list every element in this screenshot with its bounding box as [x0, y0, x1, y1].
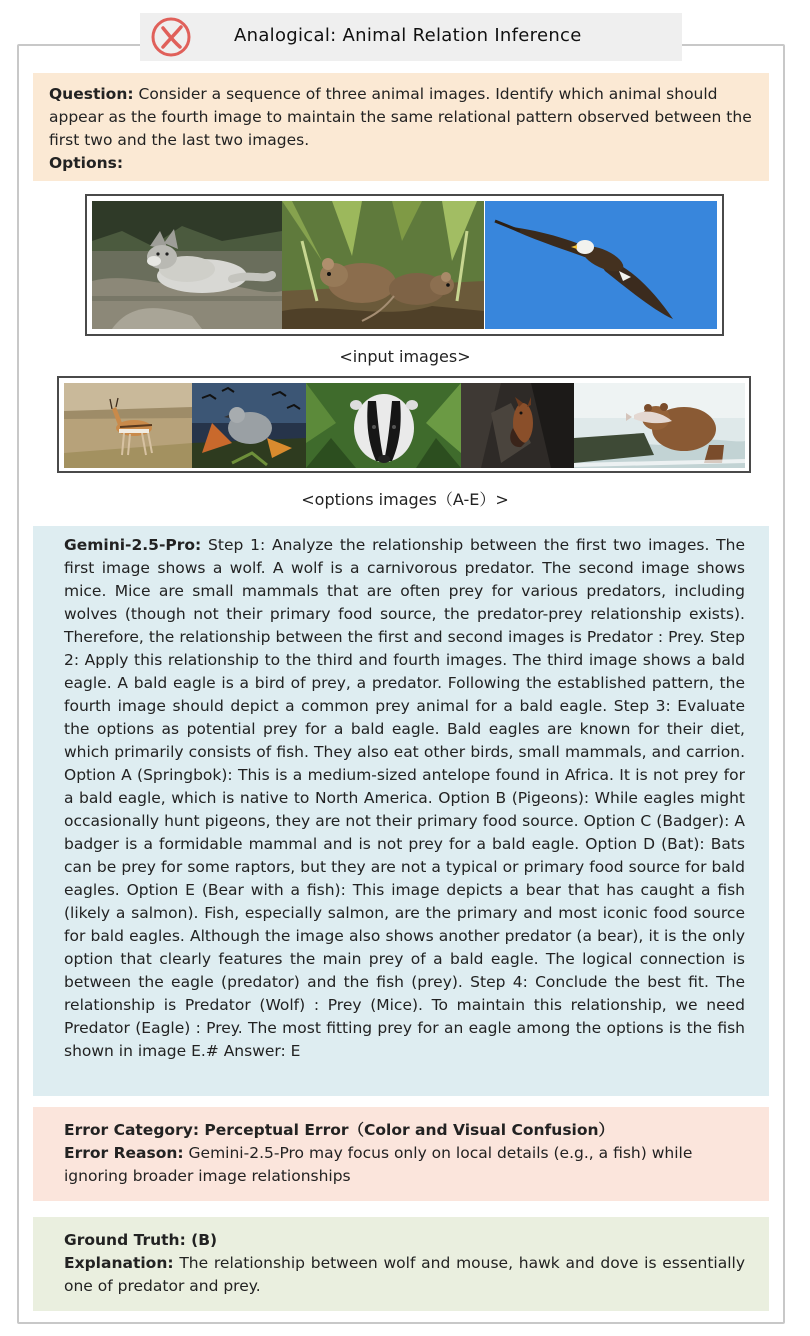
error-reason-text: Gemini-2.5-Pro may focus only on local details (e.g., a fish) while ignoring broader image relationships	[64, 1144, 693, 1185]
input-image-wolf	[92, 201, 282, 329]
ground-truth-box	[33, 1217, 769, 1311]
option-image-c-badger	[306, 383, 461, 468]
error-category: Error Category: Perceptual Error（Color and Visual Confusion）	[64, 1121, 615, 1139]
question-label: Question:	[49, 85, 134, 103]
option-image-e-bear-with-fish	[574, 383, 745, 468]
question-box	[33, 73, 769, 181]
error-reason-label: Error Reason:	[64, 1144, 184, 1162]
input-image-mice	[282, 201, 484, 329]
input-image-bald-eagle	[485, 201, 717, 329]
ground-truth-label: Ground Truth: (B)	[64, 1231, 218, 1249]
options-images-caption: <options images（A-E）>	[301, 490, 509, 509]
question-text: Consider a sequence of three animal images. Identify which animal should appear as the fourth image to maintain the same relational pattern observed between the first two and the last two images.	[49, 85, 752, 149]
explanation-label: Explanation:	[64, 1254, 174, 1272]
option-image-b-pigeons	[192, 383, 306, 468]
model-answer-label: Gemini-2.5-Pro:	[64, 536, 202, 554]
option-image-a-springbok	[64, 383, 192, 468]
error-x-icon	[150, 16, 192, 58]
header-banner	[140, 13, 682, 61]
page-title: Analogical: Animal Relation Inference	[234, 25, 582, 46]
options-label: Options:	[49, 154, 124, 172]
option-image-d-bat	[461, 383, 574, 468]
explanation-text: The relationship between wolf and mouse, hawk and dove is essentially one of predator and prey.	[64, 1254, 745, 1295]
model-answer-box	[33, 526, 769, 1096]
model-answer-text: Step 1: Analyze the relationship between the first two images. The first image shows a wolf. A wolf is a carnivorous predator. The second image shows mice. Mice are small mammals that are often prey for various predators, including wolves (though not their primary food source, the predator-prey relationship exists). Therefore, the relationship between the first and second images is Predator : Prey. Step 2: Apply this relationship to the third and fourth images. The third image shows a bald eagle. A bald eagle is a bird of prey, a predator. Following the established pattern, the fourth image should depict a common prey animal for a bald eagle. Step 3: Evaluate the options as potential prey for a bald eagle. Bald eagles are known for their diet, which primarily consists of fish. They also eat other birds, small mammals, and carrion. Option A (Springbok): This is a medium-sized antelope found in Africa. It is not prey for a bald eagle, which is native to North America. Option B (Pigeons): While eagles might occasionally hunt pigeons, they are not their primary food source. Option C (Badger): A badger is a formidable mammal and is not prey for a bald eagle. Option D (Bat): Bats can be prey for some raptors, but they are not a typical or primary food source for bald eagles. Option E (Bear with a fish): This image depicts a bear that has caught a fish (likely a salmon). Fish, especially salmon, are the primary and most iconic food source for bald eagles. Although the image also shows another predator (a bear), it is the only option that clearly features the main prey of a bald eagle. The logical connection is between the eagle (predator) and the fish (prey). Step 4: Conclude the best fit. The relationship is Predator (Wolf) : Prey (Mice). To maintain this relationship, we need Predator (Eagle) : Prey. The most fitting prey for an eagle among the options is the fish shown in image E.# Answer: E	[64, 536, 745, 1060]
input-images-strip	[85, 194, 724, 336]
options-images-strip	[57, 376, 751, 473]
error-box	[33, 1107, 769, 1201]
input-images-caption: <input images>	[339, 347, 471, 366]
